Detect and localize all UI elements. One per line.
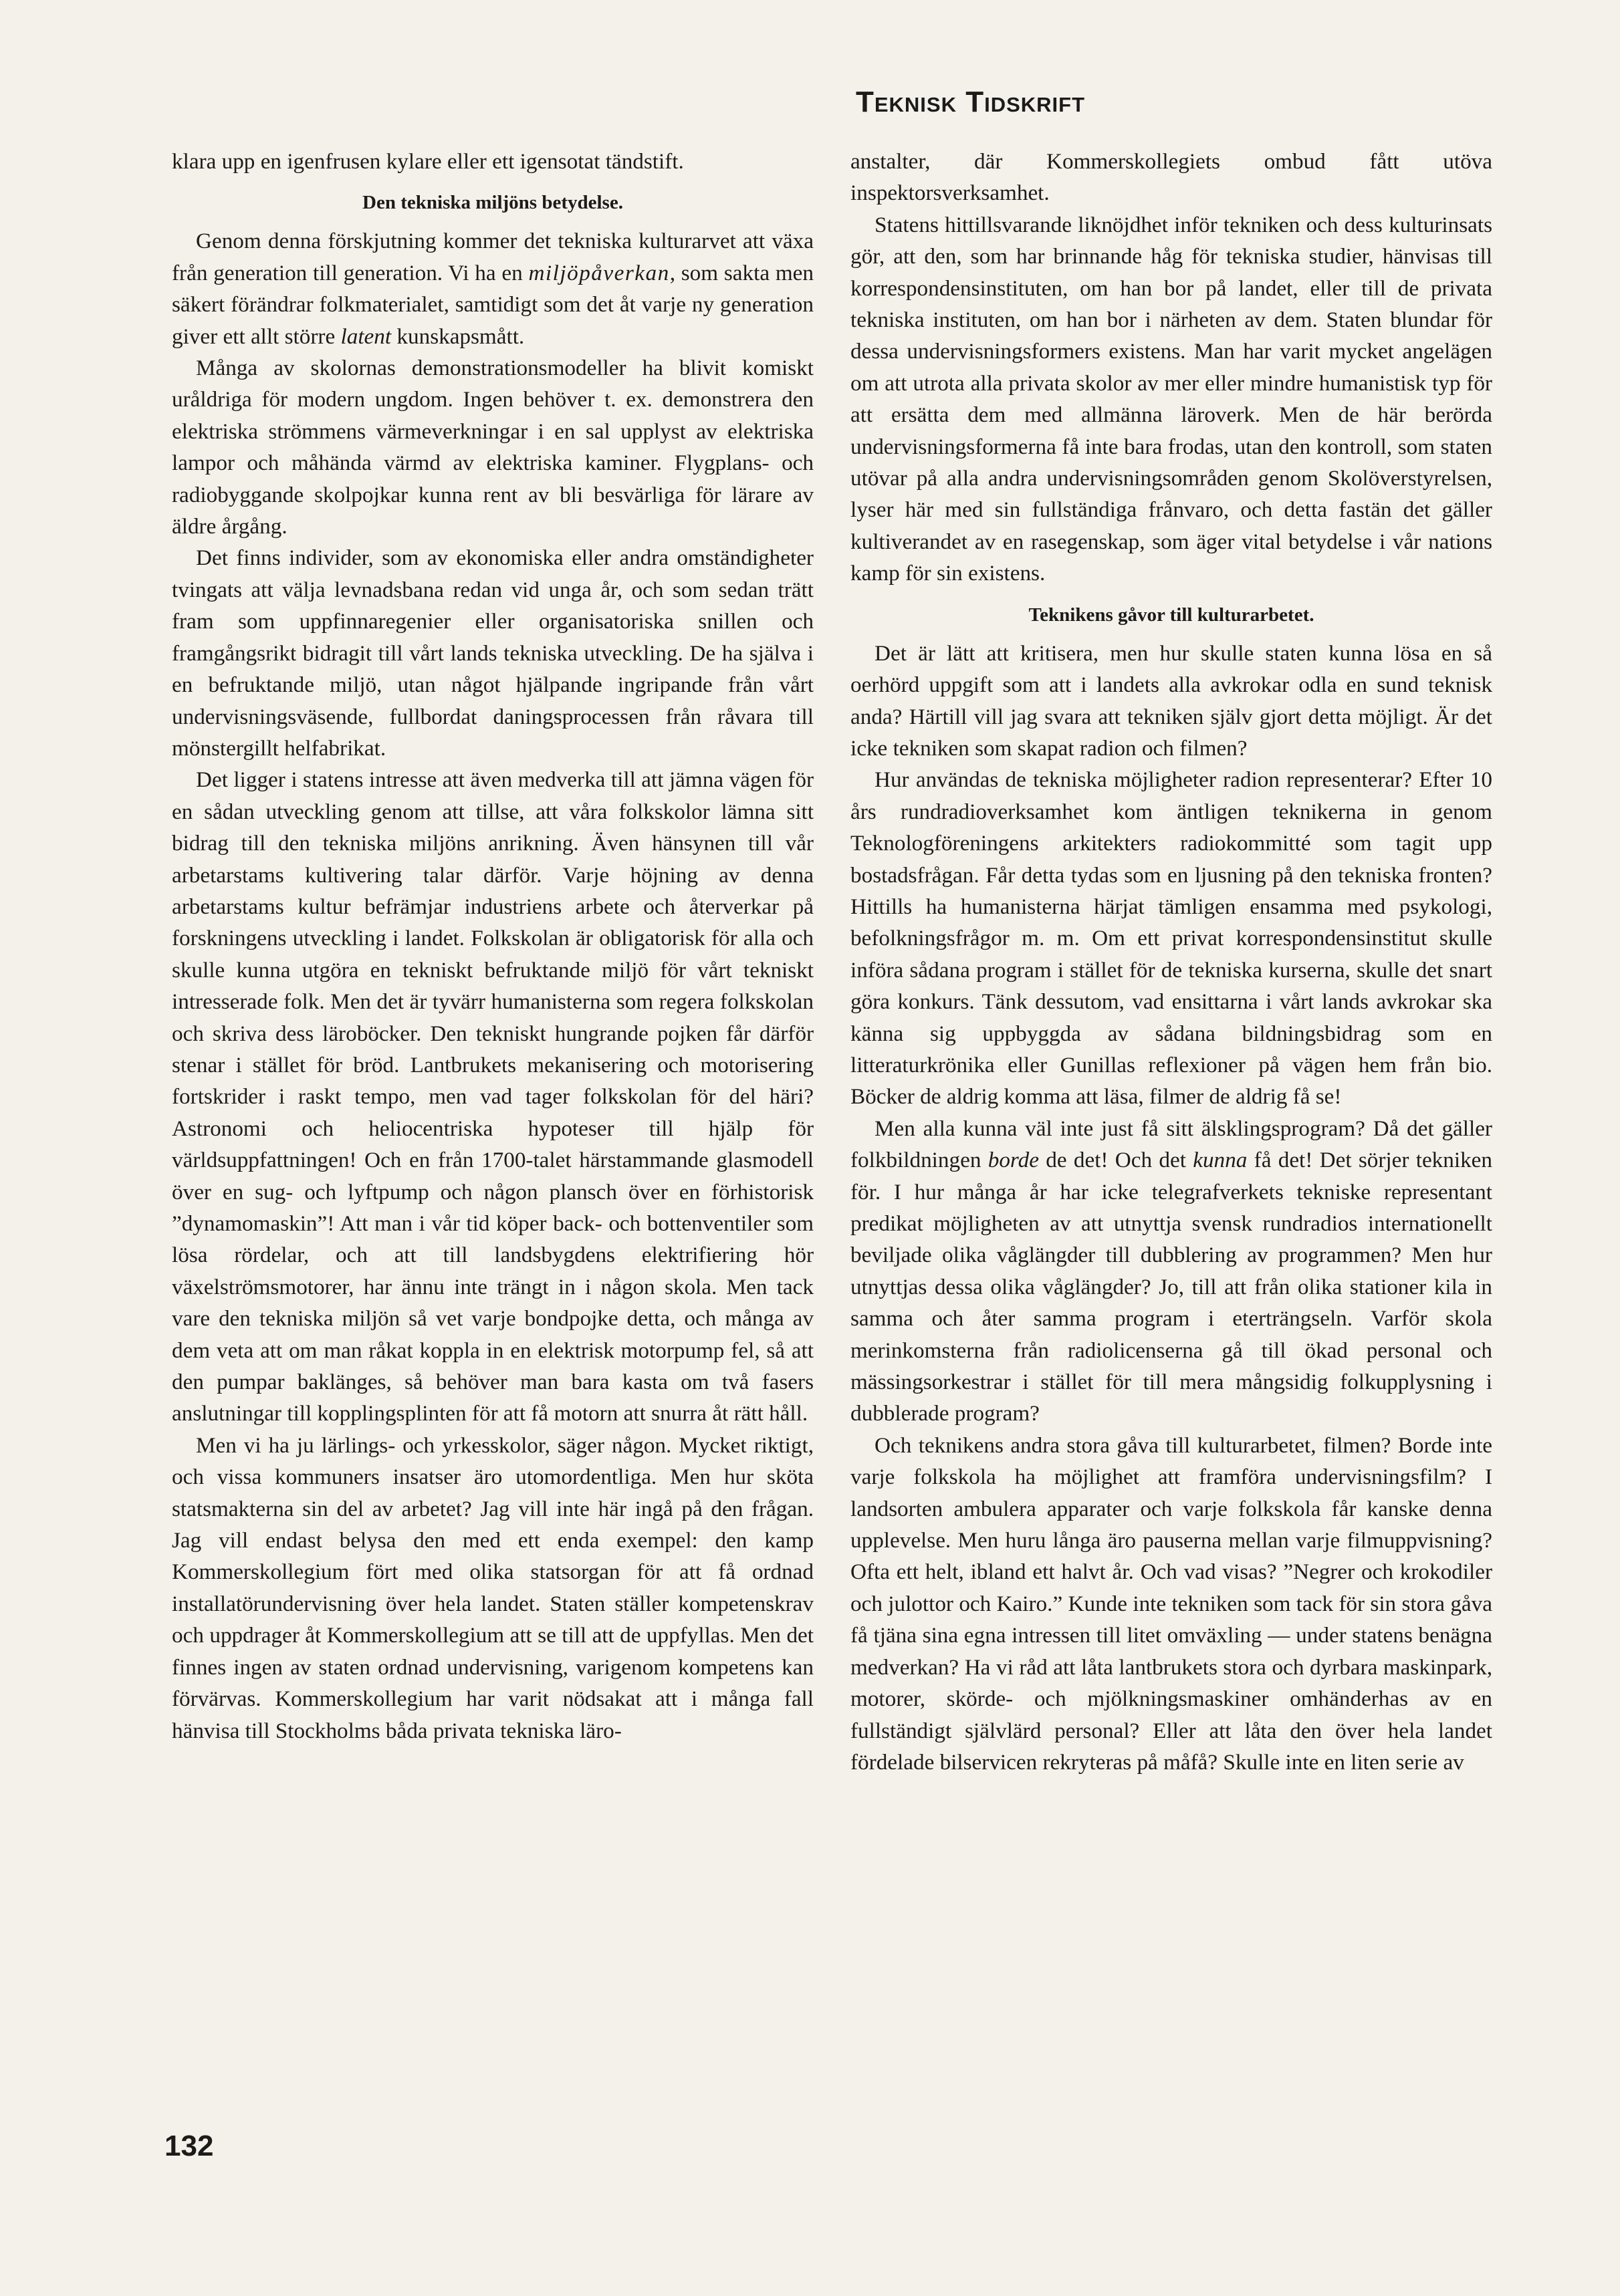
paragraph: Hur användas de tekniska möjligheter radion representerar? Efter 10 års rundradioverksamhet kom äntligen teknikerna in genom Teknologföreningens arkitekters radiokommitté som tagit upp bostadsfrågan. Får detta tydas som en ljusning på den tekniska fronten? Hittills ha humanisterna härjat tämligen ensamma med psykologi, befolkningsfrågor m. m. Om ett privat korrespondensinstitut skulle införa sådana program i stället för de tekniska kurserna, skulle det snart göra konkurs. Tänk dessutom, vad ensittarna i vårt lands avkrokar ska känna sig uppbyggda av sådana bildningsbidrag som en litteraturkrönika eller Gunillas reflexioner på vägen hem från bio. Böcker de aldrig komma att läsa, filmer de aldrig få se! — [850, 767, 1492, 1110]
text-run: , som sakta men säkert förändrar folkmaterialet, samtidigt som det åt varje ny generation giver ett allt större — [172, 260, 814, 349]
paragraph: anstalter, där Kommerskollegiets ombud fått utöva inspektorsverksamhet. — [850, 149, 1492, 206]
section-heading: Teknikens gåvor till kulturarbetet. — [1028, 604, 1314, 626]
paragraph: Det finns individer, som av ekonomiska eller andra omständigheter tvingats att välja levnadsbana redan vid unga år, och som sedan trätt fram som uppfinnaregenier eller organisatoriska snillen och framgångsrikt bidragit till vårt lands tekniska utveckling. De ha själva i en befruktande miljö, utan något hjälpande ingripande från vårt undervisningsväsende, fullbordat daningsprocessen från råvara till mönstergillt helfabrikat. — [172, 545, 814, 761]
text-run: kunskapsmått. — [391, 324, 525, 349]
text-run: få det! Det sörjer tekniken för. I hur många år har icke telegrafverkets tekniske representant predikat möjligheten av att utnyttja svensk rundradios internationellt beviljade olika våglängder till dubblering av programmen? Men hur utnyttjas dessa olika våglängder? Jo, till att från olika stationer kila in samma och åter samma program i eterträngseln. Varför skola merinkomsterna från radiolicenserna gå till ökad personal och mässingsorkestrar i stället för till mera mångsidig folkupplysning i dubblerade program? — [850, 1148, 1493, 1426]
left-column — [172, 146, 814, 1747]
masthead-title: Teknisk Tidskrift — [855, 86, 1086, 118]
paragraph — [850, 1113, 1492, 1430]
text-run: Genom denna förskjutning kommer det tekniska kulturarvet att växa från generation till generation. Vi ha en — [172, 229, 814, 285]
paragraph: Det ligger i statens intresse att även medverka till att jämna vägen för en sådan utveckling genom att tillse, att våra folkskolor lämna sitt bidrag till den tekniska miljöns anrikning. Även hänsynen till vår arbetarstams kultivering talar därför. Varje höjning av denna arbetarstams kultur befrämjar industriens arbete och återverkar på forskningens utveckling i landet. Folkskolan är obligatorisk för alla och skulle kunna utgöra en tekniskt befruktande miljö för vårt tekniskt intresserade folk. Men det är tyvärr humanisterna som regera folkskolan och skriva dess läroböcker. Den tekniskt hungrande pojken får därför stenar i stället för bröd. Lantbrukets mekanisering och motorisering fortskrider i raskt tempo, men vad tager folkskolan för del häri? Astronomi och heliocentriska hypoteser till hjälp för världsuppfattningen! Och en från 1700-talet härstammande glasmodell över en sug- och lyftpump och någon plansch över en förhistorisk ”dynamomaskin”! Att man i vår tid köper back- och bottenventiler som lösa rördelar, och att till landsbygdens elektrifiering hör växelströmsmotorer, har ännu inte trängt in i någon skola. Men tack vare den tekniska miljön så vet varje bondpojke detta, och många av dem veta att om man råkat koppla in en elektrisk motorpump fel, så att den pumpar baklänges, så behöver man bara kasta om två fasers anslutningar till kopplingsplinten för att få motorn att snurra åt rätt håll. — [172, 767, 814, 1426]
section-heading: Den tekniska miljöns betydelse. — [362, 192, 623, 214]
page-number: 132 — [164, 2130, 214, 2162]
emphasis-text: borde — [988, 1148, 1039, 1173]
paragraph: Många av skolornas demonstrationsmodeller ha blivit komiskt uråldriga för modern ungdom. Ingen behöver t. ex. demonstrera den elektriska strömmens värmeverkningar i en sal upplyst av elektriska lampor och måhända värmd av elektriska kaminer. Flygplans- och radiobyggande skolpojkar kunna rent av bli besvärliga för lärare av äldre årgång. — [172, 356, 814, 539]
paragraph — [172, 225, 814, 352]
paragraph: Det är lätt att kritisera, men hur skulle staten kunna lösa en så oerhörd uppgift som att i landets alla avkrokar odla en sund teknisk anda? Härtill vill jag svara att tekniken själv gjort detta möjligt. Är det icke tekniken som skapat radion och filmen? — [850, 640, 1492, 761]
paragraph: Statens hittillsvarande liknöjdhet inför tekniken och dess kulturinsats gör, att den, som har brinnande håg för tekniska studier, hänvisas till korrespondensinstituten, om han bor på landet, eller till de privata tekniska instituten, om han bor i närheten av dem. Staten blundar för dessa undervisningsformers existens. Man har varit mycket angelägen om att utrota alla privata skolor av mer eller mindre humanistisk typ för att ersätta dem med allmänna läroverk. Men de här berörda undervisningsformerna få inte bara frodas, utan den kontroll, som staten utövar på alla andra undervisningsområden genom Skolöverstyrelsen, lyser här med sin fullständiga frånvaro, och detta fastän det gäller kultiverandet av en rasegenskap, som äger vital betydelse i vår nations kamp för sin existens. — [850, 212, 1492, 586]
text-run: Men alla kunna väl inte just få sitt älsklingsprogram? Då det gäller folkbildningen — [850, 1116, 1492, 1173]
right-column — [850, 146, 1492, 1778]
emphasis-text: kunna — [1193, 1148, 1248, 1173]
emphasis-text: latent — [340, 324, 392, 349]
text-run: de det! Och det — [1038, 1148, 1193, 1173]
paragraph: Och teknikens andra stora gåva till kulturarbetet, filmen? Borde inte varje folkskola ha möjlighet att framföra undervisningsfilm? I landsorten ambulera apparater och varje folkskola får kanske denna upplevelse. Men huru långa äro pauserna mellan varje filmuppvisning? Ofta ett helt, ibland ett halvt år. Och vad visas? ”Negrer och krokodiler och julottor och Kairo.” Kunde inte tekniken som tack för sin stora gåva få tjäna sina egna intressen till litet omväxling — under statens benägna medverkan? Ha vi råd att låta lantbrukets stora och dyrbara maskinpark, motorer, skörde- och mjölkningsmaskiner omhänderhas av en fullständigt självlärd personal? Eller att låta den över hela landet fördelade bilservicen rekryteras på måfå? Skulle inte en liten serie av — [850, 1432, 1492, 1775]
paragraph: klara upp en igenfrusen kylare eller ett igensotat tändstift. — [172, 149, 684, 174]
emphasis-text: miljöpåverkan — [528, 260, 670, 285]
paragraph: Men vi ha ju lärlings- och yrkesskolor, säger någon. Mycket riktigt, och vissa kommuners insatser äro utomordentliga. Men hur sköta statsmakterna sin del av arbetet? Jag vill inte här ingå på den frågan. Jag vill endast belysa den med ett enda exempel: den kamp Kommerskollegium fört med olika statsorgan för att få ordnad installatörundervisning över hela landet. Staten ställer kompetenskrav och uppdrager åt Kommerskollegium att se till att de uppfyllas. Men det finnes ingen av staten ordnad undervisning, varigenom kompetens kan förvärvas. Kommerskollegium har varit nödsakat att i många fall hänvisa till Stockholms båda privata tekniska läro- — [172, 1432, 814, 1743]
